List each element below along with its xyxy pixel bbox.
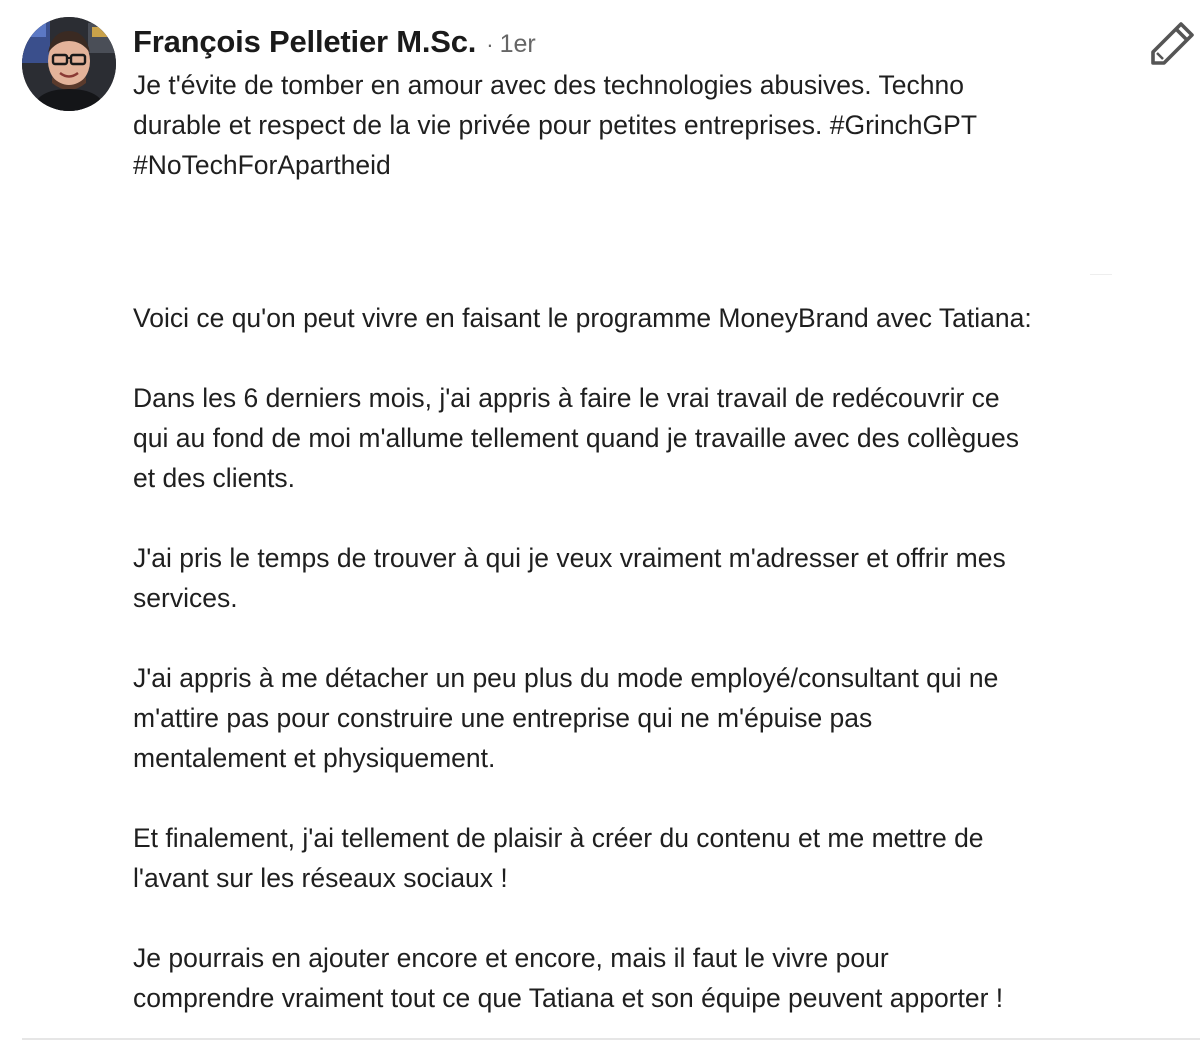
post-paragraph <box>133 538 1133 618</box>
headline-line: durable et respect de la vie privée pour petites entreprises. #GrinchGPT <box>133 110 978 140</box>
bottom-divider <box>22 1038 1200 1040</box>
post-paragraph <box>133 658 1133 778</box>
pencil-icon <box>1148 18 1198 68</box>
author-avatar[interactable] <box>22 17 116 111</box>
post-paragraph <box>133 818 1133 898</box>
post-line: mentalement et physiquement. <box>133 743 496 773</box>
post-paragraph <box>133 938 1133 1018</box>
author-headline <box>133 65 1133 185</box>
post-line: et des clients. <box>133 463 296 493</box>
post-line: J'ai pris le temps de trouver à qui je veux vraiment m'adresser et offrir mes <box>133 543 1006 573</box>
post-line: Dans les 6 derniers mois, j'ai appris à faire le vrai travail de redécouvrir ce <box>133 383 1000 413</box>
divider <box>1090 274 1112 275</box>
post-line: qui au fond de moi m'allume tellement quand je travaille avec des collègues <box>133 423 1019 453</box>
connection-degree: 1er <box>499 30 536 58</box>
post-line: m'attire pas pour construire une entreprise qui ne m'épuise pas <box>133 703 873 733</box>
post-paragraph <box>133 298 1133 338</box>
post-line: l'avant sur les réseaux sociaux ! <box>133 863 508 893</box>
edit-button[interactable] <box>1148 18 1198 68</box>
post-line: Et finalement, j'ai tellement de plaisir à créer du contenu et me mettre de <box>133 823 984 853</box>
avatar-photo-icon <box>22 17 116 111</box>
post-line: Je pourrais en ajouter encore et encore, mais il faut le vivre pour <box>133 943 889 973</box>
post-body <box>133 298 1133 1018</box>
post-line: Voici ce qu'on peut vivre en faisant le programme MoneyBrand avec Tatiana: <box>133 303 1032 333</box>
author-name[interactable]: François Pelletier M.Sc. <box>133 24 477 59</box>
post-line: comprendre vraiment tout ce que Tatiana et son équipe peuvent apporter ! <box>133 983 1004 1013</box>
post-paragraph <box>133 378 1133 498</box>
degree-separator: · <box>486 32 494 57</box>
post-header <box>133 24 536 60</box>
headline-line: #NoTechForApartheid <box>133 150 391 180</box>
post-line: services. <box>133 583 238 613</box>
post-line: J'ai appris à me détacher un peu plus du mode employé/consultant qui ne <box>133 663 999 693</box>
headline-line: Je t'évite de tomber en amour avec des technologies abusives. Techno <box>133 70 964 100</box>
